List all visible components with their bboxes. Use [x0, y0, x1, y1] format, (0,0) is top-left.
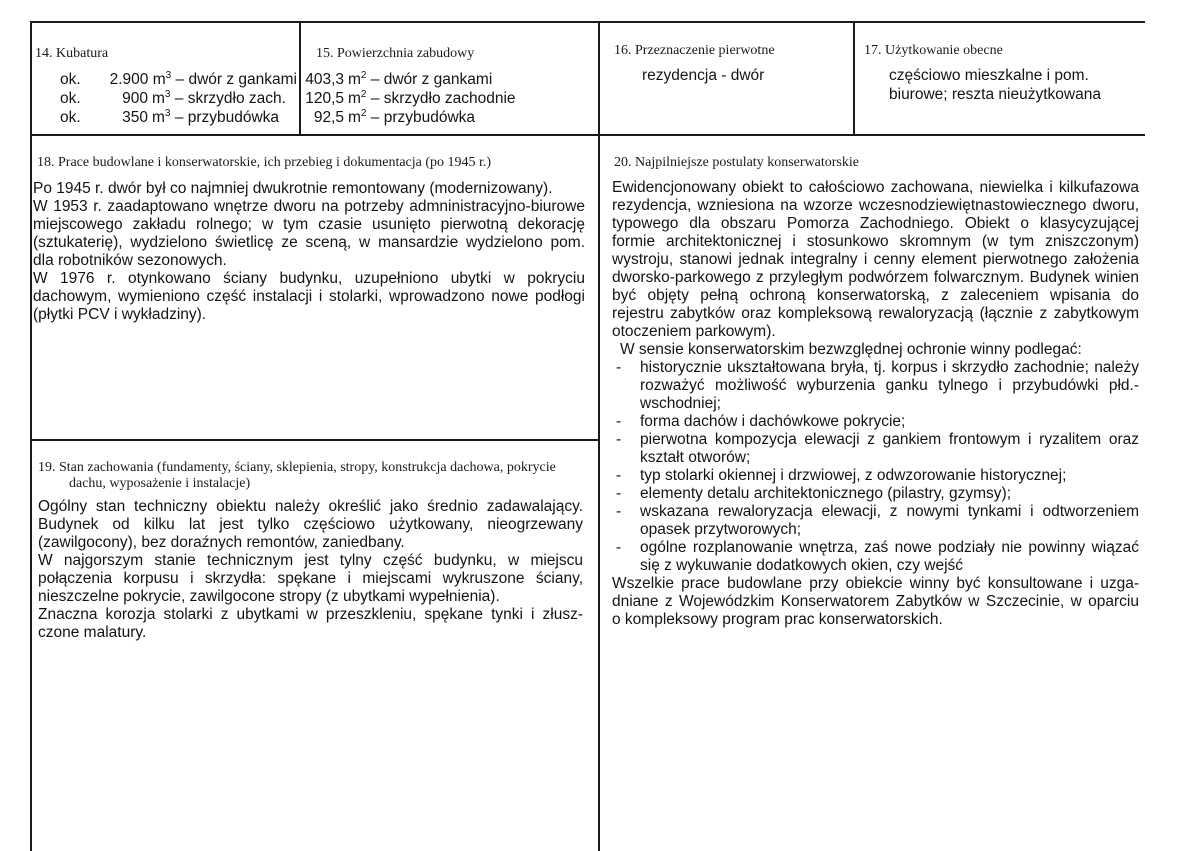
field-19-title: 19. Stan zachowania (fundamenty, ściany, sklepienia, stropy, konstrukcja dachowa, pokrycie	[38, 460, 556, 475]
field-17-line: biurowe; reszta nieużytkowana	[889, 86, 1101, 103]
bullet-dash: -	[616, 431, 622, 448]
list-item: - elementy detalu architektonicznego (pilastry, gzymsy);	[612, 485, 1139, 503]
bullet-dash: -	[616, 539, 622, 556]
left-margin-line	[30, 22, 32, 851]
text-line: Ogólny stan techniczny obiektu należy określić jako średnio zadawalający.	[38, 498, 583, 515]
field-16-value: rezydencja - dwór	[642, 67, 765, 84]
kubatura-value: 2.900 $m^3$ – dwór z gankami	[109, 69, 297, 88]
field-16-przeznaczenie	[614, 43, 850, 85]
field-17-line: częściowo mieszkalne i pom.	[889, 67, 1089, 84]
list-item: - forma dachów i dachówkowe pokrycie;	[612, 413, 1139, 431]
text-line: o kompleksowy program prac konserwatorskich.	[612, 611, 943, 628]
powierzchnia-row: 403,3 $m^2$ – dwór z gankami	[305, 69, 493, 88]
list-item: - ogólne rozplanowanie wnętrza, zaś nowe podziały nie powinny wiązać się z wykuwanie dodatkowych okien, czy wejść	[612, 539, 1139, 575]
top-border-line	[30, 21, 1145, 23]
text-line: (płytki PCV i wykładziny).	[33, 306, 207, 323]
row1-bottom-line	[30, 134, 1145, 136]
text-line: Znaczna korozja stolarki z ubytkami w przeszkleniu, spękane tynki i złusz-	[38, 606, 583, 623]
kubatura-value: $m^3$ – przybudówka	[152, 107, 280, 126]
bullet-dash: -	[616, 485, 622, 502]
text-line: typowego dla obszaru Pomorza Zachodniego. Obiekt o klasycyzującej	[612, 215, 1139, 232]
text-line: dla robotników sezonowych.	[33, 252, 227, 269]
text-line: rezydencja, wzniesiona na wzorze wczesnodziewiętnastowiecznego dworu,	[612, 197, 1139, 214]
text-line: otoczeniem parkowym).	[612, 323, 776, 340]
powierzchnia-row: 92,5 $m^2$ – przybudówka	[313, 107, 476, 126]
powierzchnia-row: 120,5 $m^2$ – skrzydło zachodnie	[305, 88, 516, 107]
main-vertical-divider	[598, 22, 600, 851]
kubatura-row: ok. 350 $m^3$ – przybudówka	[60, 107, 280, 126]
field-19-title-cont: dachu, wyposażenie i instalacje)	[69, 476, 251, 491]
field-17-title: 17. Użytkowanie obecne	[864, 43, 1003, 58]
text-line: formie architektonicznej i stosunkowo skromnym (w tym zniszczonym)	[612, 233, 1139, 250]
text-line: dworsko-parkowego z przyległym podwórzem folwarcznym. Budynek winien	[612, 269, 1139, 286]
text-line: miejscowego zakładu rolnego; w tym czasie usunięto pierwotną dekorację	[33, 216, 585, 233]
text-line: Budynek od kilku lat jest tylko częściowo użytkowany, nieogrzewany	[38, 516, 583, 533]
text-line: rejestru zabytków oraz kompleksową rewaloryzacją (łącznie z zabytkowym	[612, 305, 1139, 322]
kubatura-value: $m^3$ – skrzydło zach.	[152, 88, 286, 107]
text-line: połączenia korpusu i skrzydła: spękane i miejscami wykruszone ściany,	[38, 570, 583, 587]
divider-16-17	[853, 22, 855, 135]
kubatura-row: ok. 2.900 $m^3$ – dwór z gankami	[60, 69, 297, 88]
field-15-title: 15. Powierzchnia zabudowy	[316, 46, 475, 61]
field-20-postulaty	[612, 155, 1142, 629]
text-line: Wszelkie prace budowlane przy obiekcie winny być konsultowane i uzga-	[612, 575, 1139, 592]
bullet-dash: -	[616, 503, 622, 520]
field-20-title: 20. Najpilniejsze postulaty konserwatorskie	[614, 155, 859, 170]
list-item: - historycznie ukształtowana bryła, tj. korpus i skrzydło zachodnie; należy rozważyć możliwość wyburzenia ganku tylnego i przybudówki płd.- wschodniej;	[612, 359, 1139, 413]
text-line: dachowym, wymieniono część instalacji i stolarki, wprowadzono nowe podłogi	[33, 288, 585, 305]
field-17-uzytkowanie	[864, 43, 1144, 104]
field-18-title: 18. Prace budowlane i konserwatorskie, ich przebieg i dokumentacja (po 1945 r.)	[37, 155, 492, 170]
text-line: wystroju, stanowi jednak integralny i cenny element pierwotnego założenia	[612, 251, 1139, 268]
text-line: W najgorszym stanie technicznym jest tylny część budynku, w miejscu	[38, 552, 583, 569]
text-line: być objęty pełną ochroną konserwatorską, z zaleceniem wpisania do	[612, 287, 1139, 304]
text-line: nieszczelne pokrycie, zawilgocone stropy (z ubytkami wypełnienia).	[38, 588, 500, 605]
kubatura-row: ok. 900 $m^3$ – skrzydło zach.	[60, 88, 286, 107]
field-16-title: 16. Przeznaczenie pierwotne	[614, 43, 775, 58]
field-18-prace-budowlane	[33, 155, 585, 324]
bullet-dash: -	[616, 359, 622, 376]
field-15-powierzchnia	[305, 46, 596, 127]
field-14-kubatura	[35, 46, 297, 127]
field-14-title: 14. Kubatura	[35, 46, 109, 61]
text-line: dniane z Wojewódzkim Konserwatorem Zabytków w Szczecinie, w oparciu	[612, 593, 1139, 610]
text-line: W 1953 r. zaadaptowano wnętrze dworu na potrzeby admninistracyjno-biurowe	[33, 198, 585, 215]
list-item: - pierwotna kompozycja elewacji z gankiem frontowym i ryzalitem oraz kształt otworów;	[612, 431, 1139, 467]
bullet-dash: -	[616, 413, 622, 430]
text-line: (sztukaterię), wydzielono świetlicę ze sceną, w mansardzie wydzielono pom.	[33, 234, 585, 251]
text-line: Po 1945 r. dwór był co najmniej dwukrotnie remontowany (modernizowany).	[33, 180, 553, 197]
text-line: Ewidencjonowany obiekt to całościowo zachowana, niewielka i kilkufazowa	[612, 179, 1139, 196]
text-line: (zawilgocony), bez doraźnych remontów, zaniedbany.	[38, 534, 405, 551]
list-item: - typ stolarki okiennej i drzwiowej, z odwzorowanie historycznej;	[612, 467, 1139, 485]
bullet-dash: -	[616, 467, 622, 484]
text-line: czone malatury.	[38, 624, 147, 641]
field-19-stan-zachowania	[38, 460, 583, 642]
text-line: W sensie konserwatorskim bezwzględnej ochronie winny podlegać:	[620, 341, 1082, 358]
section-19-top-line	[30, 439, 600, 441]
list-item: - wskazana rewaloryzacja elewacji, z nowymi tynkami i odtworzeniem opasek przytworowych;	[612, 503, 1139, 539]
text-line: W 1976 r. otynkowano ściany budynku, uzupełniono ubytki w pokryciu	[33, 270, 585, 287]
